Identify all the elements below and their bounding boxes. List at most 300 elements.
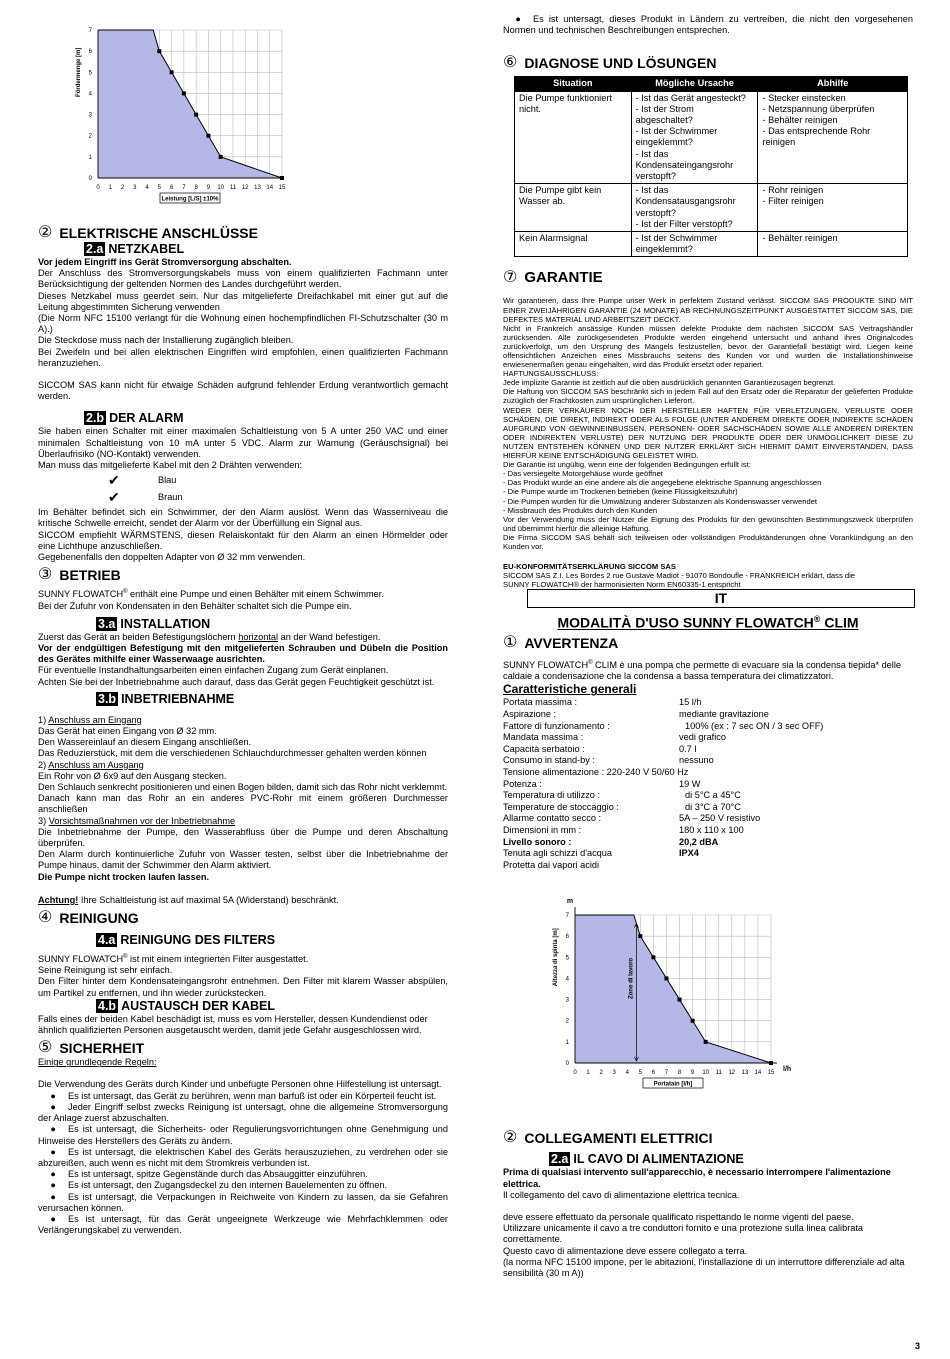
achtung-note — [38, 895, 448, 906]
item-number: 1) — [38, 714, 49, 725]
guarantee-p3: HAFTUNGSAUSSCHLUSS: — [503, 369, 599, 379]
right-column — [503, 0, 913, 1279]
section-6-number: ⑥ — [503, 54, 518, 72]
section-it-2a-p1: Il collegamento del cavo di alimentazione elettrica tecnica. — [503, 1189, 740, 1200]
spec-row — [503, 837, 913, 849]
spec-row — [503, 825, 913, 837]
table-header: Situation — [515, 77, 632, 91]
section-it-2a-box: 2.a — [551, 1152, 569, 1167]
section-2a-p5: Bei Zweifeln und bei allen elektrischen Eingriffen wird empfohlen, einen qualifizierten Fachmann heranzuziehen. — [38, 346, 448, 368]
wire-item-brown — [38, 490, 448, 504]
data-point — [678, 998, 682, 1002]
spec-key: Fattore di funzionamento : — [503, 720, 610, 731]
section-4b-box: 4.b — [98, 998, 117, 1013]
section-4a-p1 — [38, 952, 448, 965]
section-3a-p1 — [38, 632, 448, 643]
cause-line: - Ist das Kondensateingangsrohr verstopft? — [635, 148, 734, 182]
section-3b-h1p3: Das Reduzierstück, mit dem die verschiedenen Schlauchdurchmesser gehalten werden können — [38, 748, 427, 759]
spec-key: Dimensioni in mm : — [503, 825, 582, 836]
x-tick-label: 8 — [194, 185, 198, 191]
section-3-p1-rest: enthält eine Pumpe und einen Behälter mit einem Schwimmer. — [127, 589, 384, 600]
list-item: - Missbrauch des Produkts durch den Kunden — [503, 505, 658, 515]
achtung-label: Achtung! — [38, 894, 79, 905]
table-cell-remedy — [758, 232, 908, 257]
specs-list — [503, 697, 913, 871]
section-3-number: ③ — [38, 566, 53, 584]
spec-value: 20,2 dBA — [679, 836, 719, 847]
spec-value: di 3°C à 70°C — [685, 801, 741, 812]
table-cell-remedy — [758, 184, 908, 232]
registered-mark: ® — [123, 954, 128, 960]
data-point — [664, 977, 668, 981]
spec-row — [503, 790, 913, 802]
section-3a-bold: Vor der endgültigen Befestigung mit den mitgelieferten Schrauben und Dübeln die Position des Gerätes mithilfe einer Wasserwaage ausrichten. — [38, 642, 448, 665]
chart-it — [503, 883, 913, 1108]
spec-value: 15 l/h — [679, 697, 702, 708]
x-tick-label: 9 — [690, 1070, 695, 1077]
spec-key: Mandata massima : — [503, 732, 584, 743]
table-cell-cause — [631, 184, 758, 232]
data-point — [170, 70, 174, 74]
list-item-text: Jeder Eingriff selbst zwecks Reinigung ist untersagt, ohne die allgemeine Stromversorgung der Anlage zuerst abzuschalten. — [38, 1101, 448, 1124]
x-tick-label: 2 — [599, 1070, 603, 1077]
section-4-number: ④ — [38, 909, 53, 926]
safety-rules-list — [38, 1091, 448, 1237]
spec-row — [503, 813, 913, 825]
section-4-title: REINIGUNG — [59, 910, 139, 926]
section-3b-h2 — [38, 760, 448, 771]
guarantee-p6: WEDER DER VERKÄUFER NOCH DER HERSTELLER HAFTEN FÜR VERLETZUNGEN, VERLUSTE ODER SCHÄDEN, DIE DIREKT, INDIREKT ODER ALS FOLGE (UNTER ANDEREM DIREKTE ODER INDIREKTE SCHÄDEN AUFGRUND VON GEWINNEINBUSSEN, PERSONEN- ODER SACHSCHÄDEN SOWIE ALLE ANDEREN DIREKTEN ODER INDIREKTEN VERLUSTE) DER NUTZUNG DER PRODUKTE ODER DER UNMÖGLICHKEIT DIESE ZU NUTZEN ENTSTEHEN KÖNNEN UND DER NUTZER ERKLÄRT SICH HIERMIT DAMIT EINVERSTANDEN, DASS HIERFÜR KEINE ENTSCHÄDIGUNG GELEISTET WIRD. — [503, 405, 913, 461]
section-5-subtitle: Einige grundlegende Regeln: — [38, 1057, 157, 1068]
remedy-line: - Filter reinigen — [762, 196, 824, 207]
section-2b-heading — [38, 411, 448, 426]
x-tick-label: 6 — [651, 1070, 656, 1077]
item-heading: Vorsichtsmaßnahmen vor der Inbetriebnahme — [48, 815, 236, 826]
spec-row — [503, 709, 913, 721]
registered-mark: ® — [813, 614, 821, 625]
x-tick-label: 2 — [120, 185, 125, 191]
list-item-text: Es ist untersagt, für das Gerät ungeeignete Werkzeuge wie Mehrfachklemmen oder Verlängerungskabel zu verwenden. — [38, 1213, 448, 1236]
spec-key: Consumo in stand-by : — [503, 755, 595, 766]
zone-label: Zone di lavoro — [628, 958, 635, 1000]
section-it-2-number: ② — [503, 1129, 518, 1147]
y-tick-label: 4 — [88, 91, 92, 98]
table-header: Mögliche Ursache — [631, 77, 758, 91]
spec-key: Capacità serbatoio : — [503, 743, 585, 754]
x-tick-label: 3 — [133, 185, 137, 191]
wire-item-blue — [38, 473, 448, 487]
y-tick-label: 7 — [565, 913, 569, 920]
x-axis-label: Leistung [L/S] ±10% — [161, 196, 219, 203]
it-title — [503, 610, 913, 632]
list-item — [38, 1091, 448, 1102]
section-2-heading — [38, 224, 448, 242]
item-heading: Anschluss am Eingang — [48, 714, 142, 725]
cause-line: - Ist der Strom abgeschaltet? — [635, 103, 694, 126]
spec-value: nessuno — [679, 755, 714, 766]
section-3b-h2p1: Ein Rohr von Ø 6x9 auf den Ausgang stecken. — [38, 770, 227, 781]
page-number: 3 — [914, 1341, 920, 1351]
section-3b-h1p2: Den Wassereinlauf an diesem Eingang anschließen. — [38, 737, 252, 748]
bullet-icon: ● — [50, 1213, 56, 1224]
x-tick-label: 5 — [157, 185, 162, 191]
section-it-2a-p5: (la norma NFC 15100 impone, per le abitazioni, l'installazione di un interruttore differenziale ad alta sensibilità (30 m A)) — [503, 1256, 905, 1279]
brand-name: SUNNY FLOWATCH — [503, 660, 589, 671]
section-3b-h1 — [38, 715, 448, 726]
table-row — [515, 184, 908, 232]
section-it-2-title: COLLEGAMENTI ELETTRICI — [524, 1130, 713, 1147]
spec-row — [503, 721, 913, 733]
list-item: - Das versiegelte Motorgehäuse wurde geöffnet — [503, 469, 663, 479]
brand-name: SUNNY FLOWATCH — [38, 589, 124, 600]
section-6-title: DIAGNOSE UND LÖSUNGEN — [524, 55, 717, 72]
section-it-1-p1-rest: CLIM è una pompa che permette di evacuare sia la condensa tiepida* delle caldaie a condensazione che la condensa a bassa temperatura dei climatizzatori. — [503, 660, 901, 682]
list-item: - Die Pumpen wurden für die Umwälzung anderer Substanzen als Kondenswasser verwendet — [503, 496, 818, 506]
checkmark-icon: ✔ — [108, 488, 120, 505]
spec-value: mediante gravitazione — [679, 709, 769, 720]
section-3a-p1-end: an der Wand befestigen. — [278, 631, 381, 642]
section-5-title: SICHERHEIT — [59, 1040, 145, 1057]
x-tick-label: 10 — [702, 1070, 710, 1077]
x-tick-label: 11 — [715, 1070, 722, 1077]
bullet-icon: ● — [50, 1169, 56, 1180]
data-point — [194, 113, 198, 117]
section-2b-title: DER ALARM — [109, 411, 184, 426]
bullet-icon: ● — [50, 1101, 56, 1112]
section-2b-p3: Im Behälter befindet sich ein Schwimmer, der den Alarm auslöst. Wenn das Wasserniveau die kritische Schwelle erreicht, sendet der Alarm vor der Überfüllung ein Signal aus. — [38, 507, 448, 529]
guarantee-condition-list — [503, 469, 913, 514]
section-4a-heading — [38, 933, 448, 948]
spec-key: Aspirazione : — [503, 709, 557, 720]
spec-key: Protetta dai vapori acidi — [503, 859, 600, 870]
y-unit-label: m — [566, 898, 574, 906]
section-2a-p4: Die Steckdose muss nach der Installierung zugänglich bleiben. — [38, 335, 294, 346]
guarantee-p5: Die Haftung von SICCOM SAS beschränkt sich in jedem Fall auf den Ersatz oder die Reparatur der gelieferten Produkte zuzüglich der Frachtkosten zum ursprünglichen Lieferort. — [503, 387, 913, 406]
x-tick-label: 4 — [145, 185, 149, 191]
spec-value: 100% (ex : 7 sec ON / 3 sec OFF) — [685, 720, 824, 731]
table-row — [515, 91, 908, 184]
section-3b-h3p1: Die Inbetriebnahme der Pumpe, den Wasserabfluss über die Pumpe und deren Abschaltung überprüfen. — [38, 826, 448, 848]
y-tick-label: 3 — [88, 112, 92, 119]
section-3a-box: 3.a — [98, 616, 116, 631]
x-tick-label: 12 — [728, 1070, 736, 1077]
x-tick-label: 12 — [241, 185, 249, 191]
y-tick-label: 1 — [565, 1040, 569, 1047]
section-it-2a-heading — [503, 1152, 913, 1167]
data-point — [638, 935, 642, 939]
section-2b-p5: Gegebenenfalls den doppelten Adapter von Ø 32 mm verwenden. — [38, 552, 306, 563]
section-3b-h2p3: Danach kann man das Rohr an ein anderes PVC-Rohr mit einem größeren Durchmesser anschließen — [38, 793, 448, 815]
table-cell-cause — [631, 232, 758, 257]
y-tick-label: 6 — [565, 934, 569, 941]
list-item — [38, 1124, 448, 1146]
remedy-line: - Behälter reinigen — [762, 115, 838, 126]
section-it-2a-p3: Utilizzare unicamente il cavo a tre conduttori fornito e una protezione sulla linea calibrata correttamente. — [503, 1223, 864, 1245]
bullet-icon: ● — [50, 1124, 56, 1135]
section-3b-heading — [38, 692, 448, 707]
achtung-text: Ihre Schaltleistung ist auf maximal 5A (Widerstand) beschränkt. — [78, 894, 339, 905]
bullet-icon: ● — [50, 1191, 56, 1202]
table-header-row — [515, 77, 908, 91]
x-tick-label: 14 — [754, 1070, 762, 1077]
language-bar-it: IT — [527, 589, 915, 608]
x-tick-label: 15 — [278, 185, 286, 191]
section-3-p1 — [38, 587, 448, 600]
spec-key: Temperatura di utilizzo : — [503, 790, 601, 801]
chart-de — [38, 2, 448, 212]
data-point — [206, 134, 210, 138]
section-3a-title: INSTALLATION — [120, 616, 211, 631]
section-3b-h1p1: Das Gerät hat einen Eingang von Ø 32 mm. — [38, 725, 217, 736]
registered-mark: ® — [588, 660, 593, 667]
section-it-2a-warning: Prima di qualsiasi intervento sull'apparecchio, è necessario interrompere l'alimentazione elettrica. — [503, 1167, 891, 1189]
eu-declaration-title: EU-KONFORMITÄTSERKLÄRUNG SICCOM SAS — [503, 562, 676, 572]
x-tick-label: 1 — [108, 185, 112, 191]
section-5-heading — [38, 1039, 448, 1057]
section-it-2a-p4: Questo cavo di alimentazione deve essere collegato a terra. — [503, 1245, 748, 1256]
spec-value: 5A – 250 V resistivo — [679, 813, 761, 824]
table-cell-situation: Die Pumpe funktioniert nicht. — [515, 91, 632, 184]
brand-name: SUNNY FLOWATCH — [38, 954, 124, 965]
x-tick-label: 3 — [612, 1070, 616, 1077]
guarantee-p4: Jede implizite Garantie ist zeitlich auf die oben ausdrücklich genannten Garantiezusagen begrenzt. — [503, 378, 836, 388]
section-6-heading — [503, 54, 913, 72]
specs-title: Caratteristiche generali — [503, 682, 637, 697]
section-2b-box: 2.b — [86, 411, 105, 426]
spec-value: IPX4 — [679, 848, 699, 859]
spec-row — [503, 802, 913, 814]
spec-value: vedi grafico — [679, 732, 726, 743]
section-2b-p1: Sie haben einen Schalter mit einer maximalen Schaltleistung von 5 A unter 250 VAC und einer minimalen Schaltleistung von 10 mA unter 5 VDC. Alarm zur Warnung (Geräuschsignal) bei Überlaufrisiko (NO-Kontakt) verwenden. — [38, 426, 448, 459]
x-tick-label: 14 — [266, 185, 274, 191]
data-point — [219, 155, 223, 159]
cause-line: - Ist das Gerät angesteckt? — [635, 92, 746, 103]
cause-line: - Ist das Kondensatausgangsrohr verstopft? — [635, 185, 736, 218]
x-tick-label: 6 — [169, 185, 174, 191]
x-tick-label: 13 — [254, 185, 261, 191]
section-3a-p2: Für eventuelle Instandhaltungsarbeiten einen einfachen Zugang zum Gerät einplanen. — [38, 665, 389, 676]
section-3b-h3p2: Den Alarm durch kontinuierliche Zufuhr von Wasser testen, selbst über die Inbetriebnahme der Pumpe hinaus, damit der Schwimmer den Alarm aktiviert. — [38, 849, 448, 871]
section-4a-box: 4.a — [98, 933, 116, 947]
spec-key: Potenza : — [503, 778, 542, 789]
item-heading: Anschluss am Ausgang — [48, 759, 144, 770]
guarantee-p2: Nicht in Frankreich ansässige Kunden müssen defekte Produkte dem nächsten SICCOM SAS Vertragshändler zurücksenden. Alle zurückgesendeten Produkte werden eingehend untersucht und anhand ihres Originalcodes zurückverfolgt, um den Ursprung des Mangels festzustellen, bevor der Garantiefall bestätigt wird. Liegen keine offensichtlichen Anzeichen eines Missbrauchs seitens des Kunden vor und wurden die Installationshinweise erwiesenermaßen genau eingehalten, wird das Produkt ersetzt oder repariert. — [503, 323, 913, 370]
x-tick-label: 13 — [741, 1070, 749, 1077]
spec-key: Portata massima : — [503, 697, 578, 708]
cause-line: - Ist der Schwimmer eingeklemmt? — [635, 126, 718, 148]
it-title-suffix: CLIM — [820, 615, 859, 632]
bullet-icon: ● — [50, 1180, 56, 1191]
x-tick-label: 0 — [573, 1070, 577, 1077]
section-3a-p1-start: Zuerst das Gerät an beiden Befestigungslöchern — [38, 631, 239, 642]
registered-mark: ® — [123, 589, 128, 596]
section-4a-p2: Seine Reinigung ist sehr einfach. — [38, 965, 173, 976]
spec-row — [503, 744, 913, 756]
list-item: - Die Pumpe wurde im Trockenen betrieben (keine Flüssigkeitszufuhr) — [503, 487, 738, 497]
y-tick-label: 2 — [565, 1019, 569, 1026]
spec-key: Temperature de stoccaggio : — [503, 801, 619, 812]
section-2b-p4: SICCOM empfiehlt WÄRMSTENS, diesen Relaiskontakt für den Alarm an einen Hörmelder oder eine Lichthupe anzuschließen. — [38, 529, 448, 551]
bullet-icon: ● — [50, 1090, 56, 1101]
section-2-number: ② — [38, 224, 53, 241]
list-item-text: Es ist untersagt, die Verpackungen in Reichweite von Kindern zu lassen, da sie Gefahren verursachen können. — [38, 1191, 448, 1213]
list-item — [38, 1102, 448, 1124]
section-3a-p3: Achten Sie bei der Inbetriebnahme auch darauf, dass das Gerät gegen Feuchtigkeit geschützt ist. — [38, 676, 435, 687]
item-number: 2) — [38, 759, 49, 770]
x-axis-label: Portatain [l/h] — [653, 1081, 693, 1088]
bullet-icon: ● — [515, 14, 521, 24]
spec-row — [503, 767, 913, 779]
y-tick-label: 0 — [88, 176, 92, 182]
section-5-p1: Die Verwendung des Geräts durch Kinder und unbefugte Personen ohne Hilfestellung ist untersagt. — [38, 1079, 442, 1090]
section-2a-p3: (Die Norm NFC 15100 verlangt für die Wohnung einen hochempfindlichen FI-Schutzschalter (30 m A).) — [38, 313, 448, 335]
section-3b-bold: Die Pumpe nicht trocken laufen lassen. — [38, 871, 210, 882]
section-it-2a-p2: deve essere effettuato da personale qualificato rispettando le norme vigenti del paese. — [503, 1212, 854, 1222]
list-item: - Das Produkt wurde an eine andere als die angegebene elektrische Spannung angeschlossen — [503, 478, 822, 488]
section-3b-h3 — [38, 816, 448, 827]
table-cell-situation: Die Pumpe gibt kein Wasser ab. — [515, 184, 632, 232]
it-title-main: MODALITÀ D'USO SUNNY FLOWATCH — [557, 615, 814, 632]
section-7-number: ⑦ — [503, 269, 518, 287]
cause-line: - Ist der Schwimmer eingeklemmt? — [635, 233, 718, 255]
section-it-1-heading — [503, 634, 913, 652]
y-tick-label: 1 — [88, 154, 92, 161]
remedy-line: - Das entsprechende Rohr reinigen — [762, 126, 871, 148]
data-point — [651, 956, 655, 960]
section-4b-heading — [38, 999, 448, 1014]
y-tick-label: 5 — [565, 955, 569, 962]
remedy-line: - Rohr reinigen — [762, 185, 824, 196]
section-4a-title: REINIGUNG DES FILTERS — [120, 933, 276, 947]
x-tick-label: 8 — [677, 1070, 682, 1077]
list-item-text: Es ist untersagt, spitze Gegenstände durch das Absauggitter einzuführen. — [68, 1169, 368, 1180]
list-item-text: Es ist untersagt, den Zugangsdeckel zu den internen Bauelementen zu öffnen. — [68, 1180, 388, 1191]
y-tick-label: 7 — [88, 28, 92, 34]
section-2a-box: 2.a — [86, 242, 104, 256]
list-item-text: Es ist untersagt, das Gerät zu berühren, wenn man barfuß ist oder ein Körperteil feucht ist. — [68, 1090, 437, 1101]
data-point — [704, 1040, 708, 1044]
x-tick-label: 9 — [206, 185, 211, 191]
table-header: Abhilfe — [758, 77, 908, 91]
table-cell-cause — [631, 91, 758, 184]
eu-declaration-p2: SUNNY FLOWATCH® der harmonisierten Norm EN60335-1 entspricht — [503, 580, 741, 590]
list-item-text: Es ist untersagt, die Sicherheits- oder Regulierungsvorrichtungen ohne Genehmigung und Hinweise des Herstellers des Geräts zu ändern. — [38, 1124, 448, 1146]
x-tick-label: 7 — [664, 1070, 669, 1077]
y-tick-label: 5 — [88, 70, 92, 77]
section-4a-p1-rest: ist mit einem integrierten Filter ausgestattet. — [127, 954, 309, 965]
y-tick-label: 4 — [565, 976, 569, 983]
section-4-heading — [38, 909, 448, 927]
list-item-text: Es ist untersagt, die elektrischen Kabel des Geräts herauszuziehen, zu verdrehen oder sie abzureißen, auch wenn es nicht mit dem Stromkreis verbunden ist. — [38, 1146, 448, 1168]
x-tick-label: 10 — [217, 185, 225, 191]
spec-row — [503, 732, 913, 744]
y-tick-label: 0 — [565, 1061, 569, 1068]
section-2-title: ELEKTRISCHE ANSCHLÜSSE — [59, 225, 258, 241]
section-3a-heading — [38, 617, 448, 632]
data-point — [182, 91, 186, 95]
y-tick-label: 2 — [88, 133, 92, 140]
section-it-2-heading — [503, 1129, 913, 1147]
item-number: 3) — [38, 815, 49, 826]
diagnosis-table — [514, 76, 908, 257]
wire-label-brown: Braun — [158, 492, 183, 503]
section-it-1-p1 — [503, 658, 913, 682]
guarantee-p1: Wir garantieren, dass Ihre Pumpe unser Werk in perfektem Zustand verlässt. SICCOM SAS PRODUKTE SIND MIT EINER ZWEIJÄHRIGEN GARANTIE (24 MONATE) AB RECHNUNGSZEITPUNKT AUSGESTATTET SICCOM SAS, DIE DEFEKTES MATERIAL UND ARBEITSZEIT DECKT. — [503, 296, 913, 324]
top-bullet — [503, 14, 913, 36]
eu-declaration-p1: SICCOM SAS Z.I. Les Bordes 2 rue Gustave Madiot - 91070 Bondoufle - FRANKREICH erklärt, dass die — [503, 571, 855, 581]
section-3b-box: 3.b — [98, 691, 117, 706]
guarantee-p7: Die Garantie ist ungültig, wenn eine der folgenden Bedingungen erfüllt ist: — [503, 460, 751, 470]
data-point — [691, 1019, 695, 1023]
remedy-line: - Netzspannung überprüfen — [762, 103, 875, 114]
list-item — [38, 1169, 448, 1180]
list-item — [38, 1147, 448, 1169]
x-tick-label: 11 — [229, 185, 237, 191]
spec-key: Tenuta agli schizzi d'acqua — [503, 848, 613, 859]
section-4b-p1: Falls eines der beiden Kabel beschädigt ist, muss es vom Hersteller, dessen Kundendienst oder ähnlich qualifizierten Personen ausgetauscht werden, damit jede Gefahr ausgeschlossen wird. — [38, 1013, 428, 1036]
section-4b-title: AUSTAUSCH DER KABEL — [121, 998, 275, 1013]
remedy-line: - Behälter reinigen — [762, 233, 838, 244]
y-tick-label: 6 — [88, 49, 92, 56]
x-tick-label: 7 — [182, 185, 186, 191]
spec-key: Allarme contatto secco : — [503, 813, 602, 824]
spec-row — [503, 848, 913, 860]
top-bullet-text: Es ist untersagt, dieses Produkt in Ländern zu vertreiben, die nicht den vorgesehenen Normen und technischen Beschreibungen entsprechen. — [503, 14, 913, 36]
section-2a-p1: Der Anschluss des Stromversorgungskabels muss von einem qualifizierten Fachmann unter Berücksichtigung der geltenden Normen des Landes durchgeführt werden. — [38, 268, 448, 290]
x-unit-label: l/h — [783, 1066, 792, 1074]
section-4a-p3: Den Filter hinter dem Kondensateingangsrohr entnehmen. Den Filter mit klarem Wasser abspülen, um Partikel zu entfernen, und ihn wieder zurückstecken. — [38, 976, 448, 998]
spec-value: di 5°C a 45°C — [685, 790, 741, 801]
section-2a-heading — [38, 242, 448, 257]
table-cell-situation: Kein Alarmsignal — [515, 232, 632, 257]
spec-row — [503, 697, 913, 709]
wire-label-blue: Blau — [158, 475, 177, 486]
section-7-title: GARANTIE — [524, 269, 603, 287]
x-tick-label: 4 — [625, 1070, 629, 1077]
table-row — [515, 232, 908, 257]
section-it-2a-title: IL CAVO DI ALIMENTAZIONE — [573, 1152, 744, 1167]
x-tick-label: 1 — [586, 1070, 590, 1077]
section-it-1-title: AVVERTENZA — [524, 635, 619, 652]
section-2b-p2: Man muss das mitgelieferte Kabel mit den 2 Drähten verwenden: — [38, 460, 303, 471]
guarantee-p8: Vor der Verwendung muss der Nutzer die Eignung des Produkts für den gewünschten Bestimmungszweck überprüfen und übernimmt hierfür die alleinige Haftung. — [503, 514, 913, 533]
bullet-icon: ● — [50, 1146, 56, 1157]
x-tick-label: 5 — [638, 1070, 643, 1077]
section-7-heading — [503, 269, 913, 287]
spec-key: Livello sonoro : — [503, 836, 572, 847]
section-3a-p1-underline: horizontal — [238, 631, 279, 642]
y-axis-label: Altezza di spinta [m] — [553, 928, 559, 987]
spec-row — [503, 755, 913, 767]
y-axis-label: Fördermenge [m] — [76, 47, 82, 97]
spec-row — [503, 860, 913, 872]
list-item — [38, 1192, 448, 1214]
cause-line: - Ist der Filter verstopft? — [635, 218, 733, 229]
spec-value: 180 x 110 x 100 — [679, 825, 744, 836]
spec-row — [503, 779, 913, 791]
section-5-number: ⑤ — [38, 1039, 53, 1057]
left-column — [38, 0, 448, 1236]
y-tick-label: 3 — [565, 997, 569, 1004]
section-2a-title: NETZKABEL — [108, 242, 185, 256]
section-3-p2: Bei der Zufuhr von Kondensaten in den Behälter schaltet sich die Pumpe ein. — [38, 600, 352, 611]
table-cell-remedy — [758, 91, 908, 184]
section-3-heading — [38, 566, 448, 584]
section-it-1-number: ① — [503, 634, 518, 652]
list-item — [38, 1180, 448, 1191]
section-2a-p6: SICCOM SAS kann nicht für etwaige Schäden aufgrund fehlender Erdung verantwortlich gemacht werden. — [38, 380, 448, 402]
section-3b-h2p2: Den Schlauch senkrecht positionieren und einen Bogen bilden, damit sich das Rohr nicht verklemmt. — [38, 781, 448, 792]
